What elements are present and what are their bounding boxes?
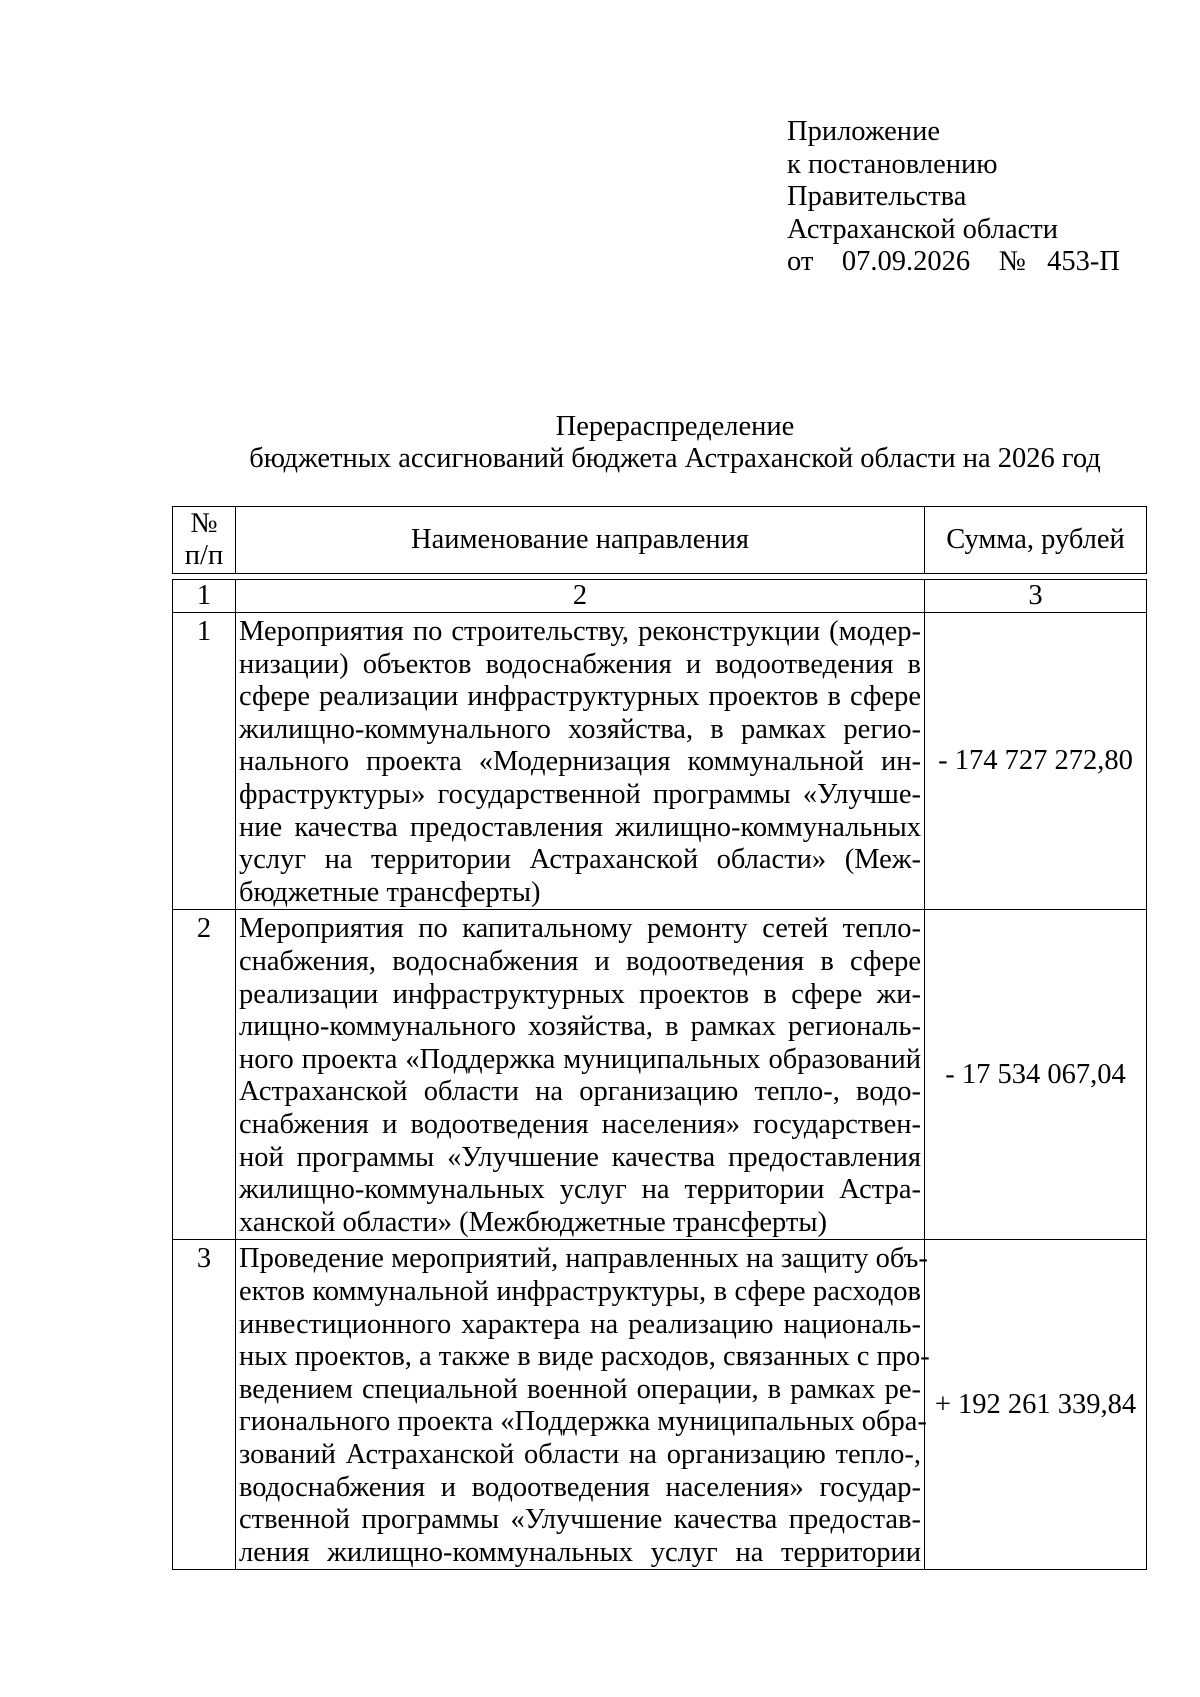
- row-name-line: Проведение мероприятий, направленных на защиту объ-: [239, 1243, 928, 1275]
- row-name: [236, 910, 925, 1240]
- row-name-line: ственной программы «Улучшение качества предостав-: [239, 1504, 921, 1536]
- row-name: [236, 1240, 930, 1570]
- appendix-date-line: [787, 246, 1120, 279]
- row-name-line: бюджетные трансферты): [239, 876, 541, 908]
- row-name-line: Мероприятия по капитальному ремонту сетей тепло-: [239, 913, 921, 945]
- row-name-line: ектов коммунальной инфраструктуры, в сфере расходов: [239, 1275, 921, 1307]
- table-row: [173, 613, 1147, 910]
- row-name-line: лищно-коммунального хозяйства, в рамках региональ-: [239, 1011, 921, 1043]
- row-name-line: жилищно-коммунального хозяйства, в рамках регио-: [239, 713, 921, 745]
- appendix-line-1: Приложение: [787, 116, 940, 147]
- table-row: [173, 1240, 1147, 1570]
- row-name-line: водоснабжения и водоотведения населения» государ-: [239, 1471, 921, 1503]
- row-sum: - 17 534 067,04: [925, 910, 1147, 1240]
- row-name-line: ведением специальной военной операции, в рамках ре-: [239, 1373, 921, 1405]
- row-name-line: снабжения, водоснабжения и водоотведения в сфере: [239, 945, 921, 977]
- row-name-line: зований Астраханской области на организацию тепло-,: [239, 1438, 921, 1470]
- header-sum: Сумма, рублей: [925, 507, 1147, 574]
- table-header: [172, 506, 1147, 574]
- appendix-line-4: Астраханской области: [787, 213, 1058, 245]
- row-name-line: Астраханской области на организацию тепло-, водо-: [239, 1076, 921, 1108]
- row-name-line: гионального проекта «Поддержка муниципальных обра-: [239, 1406, 927, 1438]
- row-name-line: ных проектов, а также в виде расходов, связанных с про-: [239, 1341, 930, 1373]
- column-number-row: [173, 580, 1147, 613]
- document-number: 453-П: [1047, 246, 1120, 278]
- row-name-line: услуг на территории Астраханской области» (Меж-: [239, 844, 921, 876]
- row-name: [236, 613, 925, 910]
- row-number: 2: [173, 910, 236, 1240]
- row-name-line: ления жилищно-коммунальных услуг на территории: [239, 1536, 921, 1568]
- row-name-line: реализации инфраструктурных проектов в сфере жи-: [239, 978, 921, 1010]
- row-name-line: инвестиционного характера на реализацию националь-: [239, 1308, 921, 1340]
- column-number: 1: [173, 580, 236, 613]
- appendix-line-2: к постановлению: [787, 148, 998, 180]
- document-date: 07.09.2026: [841, 246, 971, 278]
- row-name-line: ханской области» (Межбюджетные трансферты): [239, 1206, 827, 1238]
- row-name-line: Мероприятия по строительству, реконструкции (модер-: [239, 616, 921, 647]
- row-number: 3: [173, 1240, 236, 1570]
- row-number: 1: [173, 613, 236, 910]
- title-line-1: Перераспределение: [555, 411, 795, 442]
- row-name-line: ной программы «Улучшение качества предоставления: [239, 1141, 921, 1173]
- row-name-line: жилищно-коммунальных услуг на территории Астра-: [239, 1174, 921, 1206]
- title-line-2: бюджетных ассигнований бюджета Астраханской области на 2026 год: [249, 443, 1101, 474]
- allocation-table: [172, 579, 1147, 1570]
- row-name-line: снабжения и водоотведения населения» государствен-: [239, 1108, 921, 1140]
- appendix-block: [787, 116, 1120, 279]
- number-sign: №: [998, 246, 1026, 278]
- column-number: 2: [236, 580, 925, 613]
- column-number: 3: [925, 580, 1147, 613]
- row-sum: - 174 727 272,80: [925, 613, 1147, 910]
- row-name-line: нального проекта «Модернизация коммунальной ин-: [239, 746, 921, 778]
- table-row: [173, 910, 1147, 1240]
- date-prefix: от: [787, 246, 814, 278]
- appendix-line-3: Правительства: [787, 181, 967, 213]
- row-name-line: низации) объектов водоснабжения и водоотведения в: [239, 648, 921, 680]
- row-name-line: ного проекта «Поддержка муниципальных образований: [239, 1043, 921, 1075]
- row-sum: + 192 261 339,84: [925, 1240, 1147, 1570]
- row-name-line: фраструктуры» государственной программы «Улучше-: [239, 778, 921, 810]
- header-number: № п/п: [173, 507, 236, 574]
- row-name-line: сфере реализации инфраструктурных проектов в сфере: [239, 681, 921, 713]
- row-name-line: ние качества предоставления жилищно-коммунальных: [239, 811, 921, 843]
- header-name: Наименование направления: [236, 507, 925, 574]
